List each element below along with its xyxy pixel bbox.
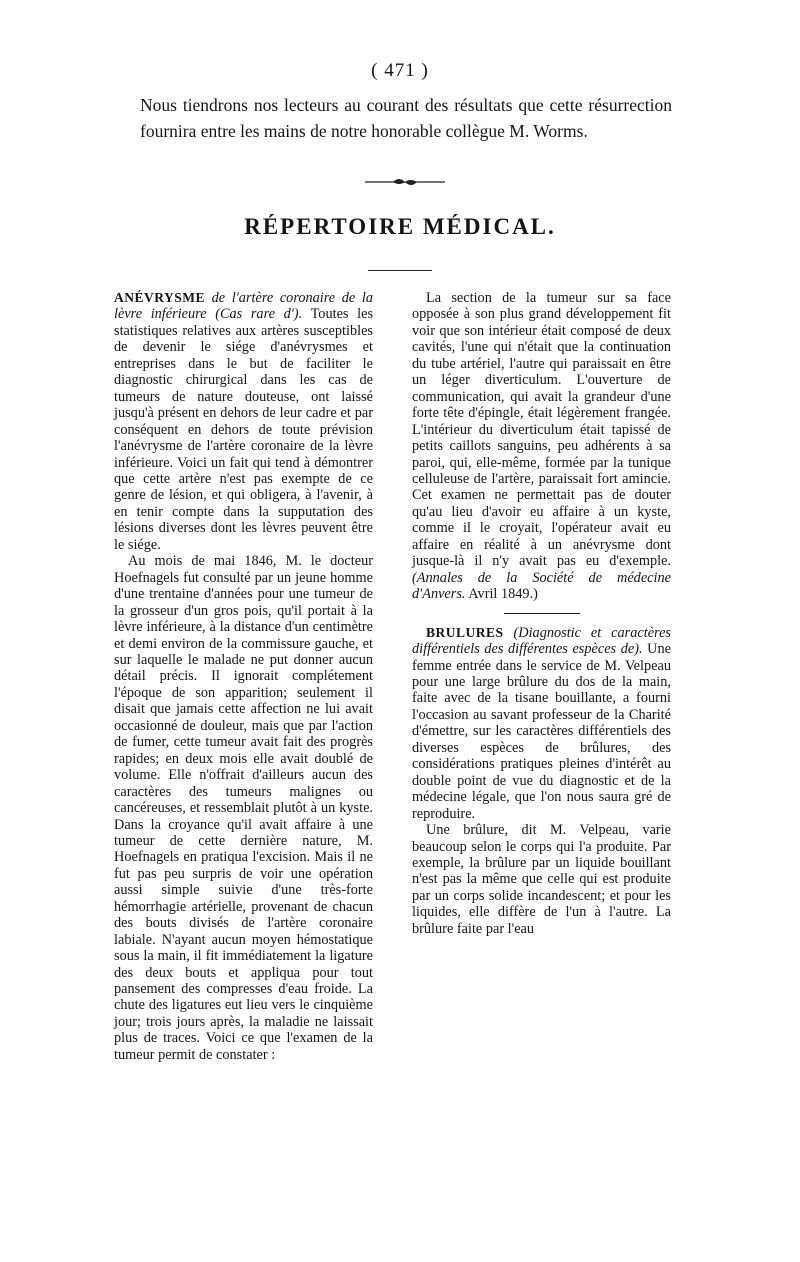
article-paragraph <box>412 822 671 937</box>
article-citation-date: Avril 1849.) <box>468 586 538 603</box>
article-paragraph <box>412 290 671 603</box>
title-rule <box>368 270 432 271</box>
section-title: RÉPERTOIRE MÉDICAL. <box>244 214 556 239</box>
article-citation: (Annales de la Société de médecine d'Anvers. <box>412 569 671 603</box>
article-text: Au mois de mai 1846, M. le docteur Hoefnagels fut consulté par un jeune homme d'une trentaine d'années pour une tumeur de la grosseur d'un gros pois, qu'il portait à la lèvre inférieure, à la distance d'un centimètre et demi environ de la commissure gauche, et sur laquelle le malade ne put donner aucun détail précis. Il ignorait complétement l'époque de son apparition; seulement il disait que jamais cette affection ne lui avait occasionné de douleur, mais que par l'action de fumer, cette tumeur avait fait des progrès rapides; en deux mois elle avait doublé de volume. Elle n'offrait d'ailleurs aucun des caractères des tumeurs malignes ou cancéreuses, et ressemblait plutôt à un kyste. Dans la croyance qu'il avait affaire à une tumeur de cette dernière nature, M. Hoefnagels en pratiqua l'excision. Mais il ne fut pas peu surpris de voir une opération aussi simple suivie d'une très-forte hémorrhagie artérielle, provenant de chacun des bouts divisés de l'artère coronaire labiale. N'ayant aucun moyen hémostatique sous la main, il fit immédiatement la ligature des deux bouts et appliqua pour tout pansement des compresses d'eau froide. La chute des ligatures eut lieu vers le cinquième jour; trois jours après, la maladie ne laissait plus de traces. Voici ce que l'examen de la tumeur permit de constater : <box>114 553 373 1063</box>
article-text: La section de la tumeur sur sa face opposée à son plus grand développement fit voir que son intérieur était composé de deux cavités, l'une qui n'était que la continuation du tube artériel, l'autre qui paraissait en être un léger diverticulum. L'ouverture de communication, qui avait la grandeur d'une forte tête d'épingle, était légèrement frangée. L'intérieur du diverticulum était tapissé de petits caillots sanguins, peu adhérents à sa paroi, qui, elle-même, formée par la tunique celluleuse de l'artère, paraissait fort amincie. Cet examen ne permettait pas de douter qu'au lieu d'avoir eu affaire à un kyste, comme il le croyait, l'opérateur avait eu affaire en réalité à un anévrysme dont jusque-là il n'y avait pas eu d'exemple. <box>412 290 671 570</box>
article-separator <box>504 613 580 614</box>
column-right <box>412 290 671 937</box>
article-subtitle: (Diagnostic et caractères différentiels des différentes espèces de). <box>412 624 671 658</box>
article-paragraph <box>412 625 671 822</box>
article-paragraph <box>114 290 373 553</box>
article-text: Toutes les statistiques relatives aux artères susceptibles de devenir le siége d'anévrysmes et entreprises dans le but de faciliter le diagnostic chirurgical dans les cas de tumeurs de nature douteuse, ont laissé jusqu'à présent en dehors de leur cadre et par conséquent en dehors de toute prévision l'anévrysme de l'artère coronaire de la lèvre inférieure. Voici un fait qui tend à démontrer que cette artère n'est pas exempte de ce genre de lésion, et qui obligera, à l'avenir, à en tenir compte dans la supputation des lésions diverses dont les lèvres peuvent être le siége. <box>114 306 374 553</box>
article-subtitle-paren: (Cas rare d'). <box>215 306 303 323</box>
article-text: Une femme entrée dans le service de M. Velpeau pour une large brûlure du dos de la main, faite avec de la tisane bouillante, a fourni l'occasion au savant professeur de la Charité d'émettre, sur les caractères différentiels des diverses espèces de brûlures, des considérations pratiques pleines d'intérêt au double point de vue du diagnostic et de la médecine légale, que l'on nous saura gré de reproduire. <box>412 641 671 822</box>
intro-paragraph: Nous tiendrons nos lecteurs au courant des résultats que cette résurrection fournira entre les mains de notre honorable collègue M. Worms. <box>140 95 672 141</box>
ornament-divider-icon <box>365 176 445 188</box>
article-term: ANÉVRYSME <box>114 290 206 305</box>
column-left <box>114 290 373 1063</box>
article-subtitle: de l'artère coronaire de la lèvre inférieure <box>114 290 373 323</box>
page-number: ( 471 ) <box>371 60 429 81</box>
article-text: Une brûlure, dit M. Velpeau, varie beaucoup selon le corps qui l'a produite. Par exemple, la brûlure par un liquide bouillant n'est pas la même que celle qui est produite par un corps solide incandescent; et pour les liquides, elle diffère de l'un à l'autre. La brûlure faite par l'eau <box>412 822 671 937</box>
article-term: BRULURES <box>426 624 504 640</box>
article-paragraph <box>114 553 373 1063</box>
